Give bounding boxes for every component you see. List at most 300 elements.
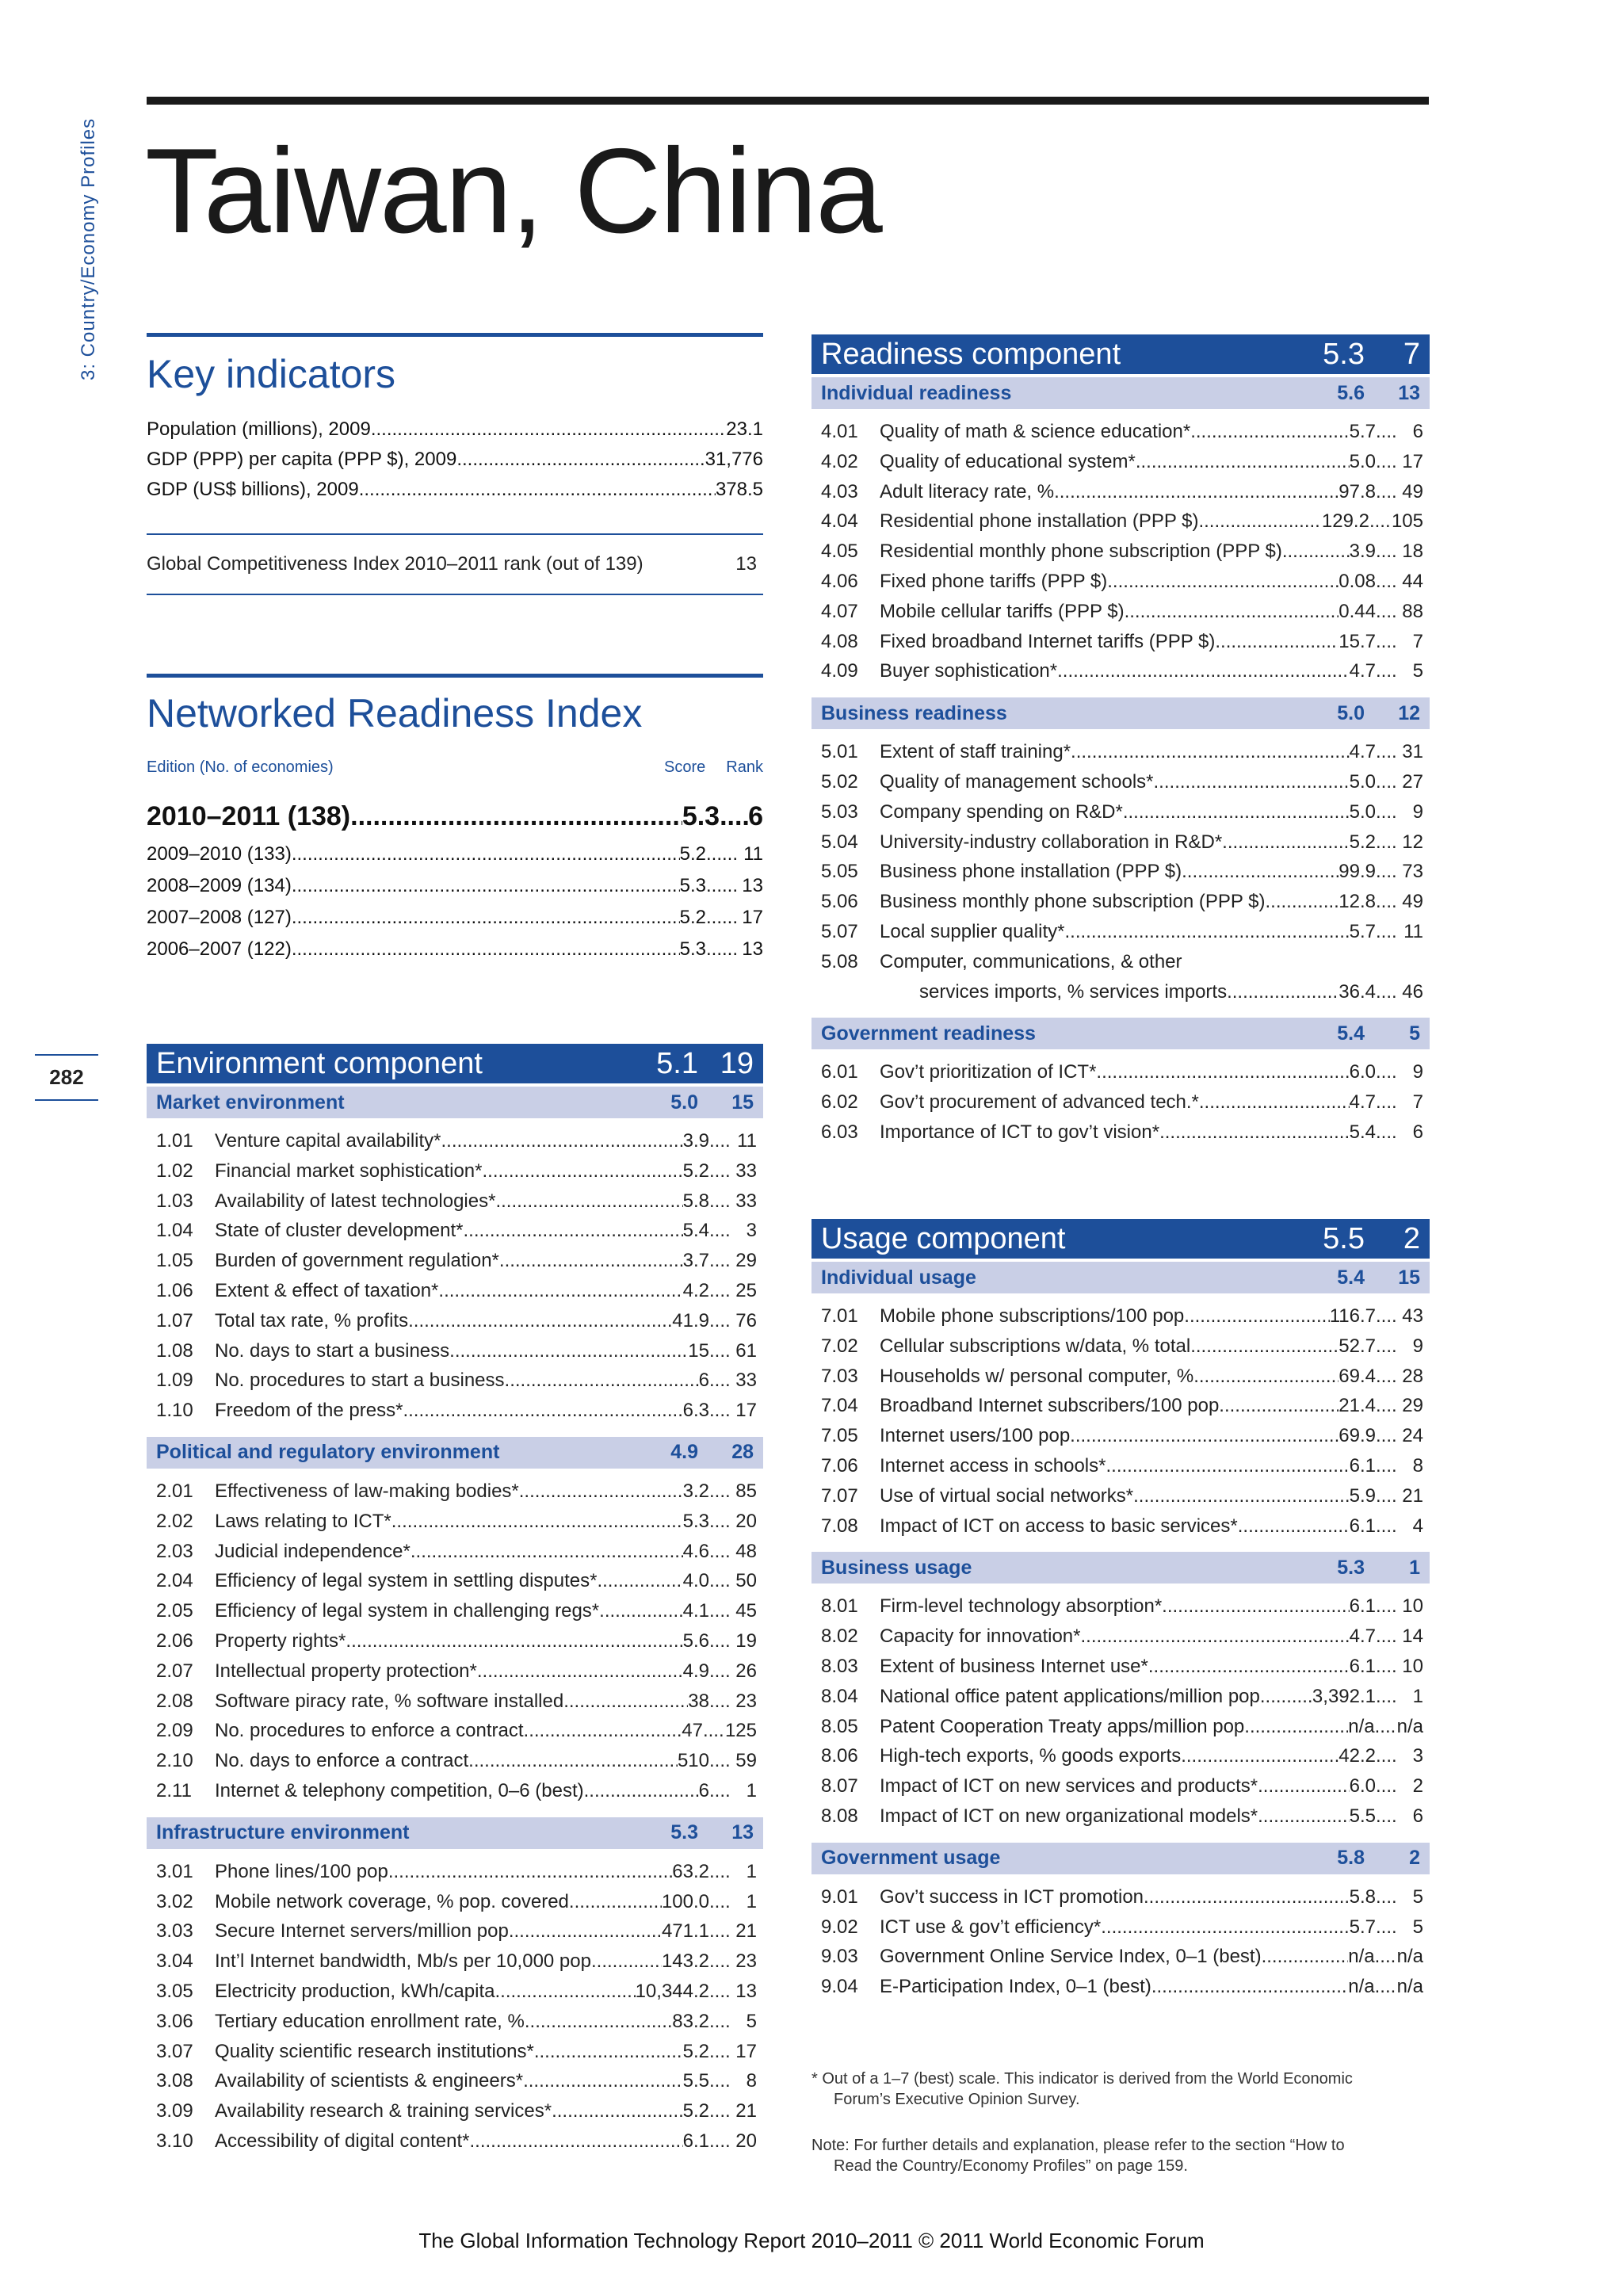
subcomponent-score: 5.4 [1337, 1266, 1365, 1289]
key-indicator-value: 31,776 [705, 449, 763, 470]
leader-dots [1376, 1391, 1398, 1421]
indicator-rank: 125 [724, 1720, 757, 1742]
indicator-rank: 76 [735, 1309, 757, 1331]
indicator-code: 1.01 [156, 1130, 193, 1152]
indicator-row [147, 1977, 763, 2007]
indicator-code: 2.05 [156, 1600, 193, 1622]
indicator-code: 1.06 [156, 1279, 193, 1301]
indicator-rank: 46 [1402, 980, 1423, 1003]
leader-dots [464, 1216, 683, 1246]
leader-dots [468, 1746, 678, 1776]
indicator-label: Software piracy rate, % software installed [215, 1690, 564, 1712]
indicator-value: 41.9 [672, 1309, 709, 1331]
leader-dots [703, 1716, 725, 1746]
subcomponent-rank: 15 [1398, 1266, 1420, 1289]
nri-row [147, 839, 763, 870]
leader-dots [709, 1396, 731, 1426]
indicator-label: Impact of ICT on new services and products* [880, 1775, 1258, 1797]
indicator-label: Financial market sophistication* [215, 1159, 483, 1182]
indicator-value: 3.2 [682, 1480, 709, 1502]
indicator-label: Buyer sophistication* [880, 660, 1058, 682]
leader-dots [1376, 477, 1398, 507]
indicator-list [147, 1849, 763, 2168]
footnote-line: Forum’s Executive Opinion Survey. [834, 2091, 1080, 2108]
leader-dots [1376, 656, 1398, 686]
indicator-code: 5.07 [821, 920, 858, 942]
indicator-value: 471.1 [661, 1920, 709, 1943]
indicator-code: 2.09 [156, 1720, 193, 1742]
indicator-rank: 6 [1412, 421, 1423, 442]
leader-dots [709, 2096, 731, 2126]
leader-dots [292, 934, 680, 965]
indicator-row [147, 1216, 763, 1246]
indicator-value: 100.0 [661, 1890, 709, 1912]
indicator-value: 47 [682, 1720, 703, 1742]
nri-section [147, 674, 763, 965]
indicator-label: Total tax rate, % profits [215, 1309, 409, 1331]
indicator-row [812, 537, 1430, 567]
indicator-row [812, 1882, 1430, 1912]
indicator-row [147, 1857, 763, 1887]
page-number: 282 [35, 1054, 98, 1101]
indicator-code: 4.08 [821, 630, 858, 652]
indicator-value: 5.5 [682, 2070, 709, 2092]
leader-dots [1064, 917, 1349, 947]
indicator-rank: 29 [735, 1250, 757, 1272]
indicator-code: 3.01 [156, 1860, 193, 1882]
indicator-label: Government Online Service Index, 0–1 (best) [880, 1946, 1262, 1968]
indicator-row [147, 2037, 763, 2067]
environment-component-header [147, 1044, 763, 1083]
indicator-row [812, 1652, 1430, 1682]
nri-score: 5.3 [682, 801, 720, 831]
subcomponent-score: 4.9 [670, 1441, 698, 1464]
indicator-row [812, 1331, 1430, 1362]
indicator-value: 21.4 [1338, 1395, 1376, 1417]
subcomponent-rank: 2 [1409, 1847, 1420, 1870]
leader-dots [569, 1887, 662, 1917]
indicator-code: 7.07 [821, 1484, 858, 1507]
indicator-row [812, 1391, 1430, 1421]
leader-dots [709, 1857, 731, 1887]
indicator-rank: 23 [735, 1950, 757, 1973]
leader-dots [1159, 1117, 1350, 1148]
indicator-row [147, 1626, 763, 1656]
nri-edition: 2006–2007 (122) [147, 938, 292, 960]
indicator-code: 4.09 [821, 660, 858, 682]
leader-dots [591, 1946, 662, 1977]
indicator-row [812, 1301, 1430, 1331]
leader-dots [709, 1156, 731, 1186]
indicator-row [812, 656, 1430, 686]
nri-row [147, 902, 763, 934]
indicator-row [812, 827, 1430, 858]
indicator-value: n/a [1348, 1946, 1375, 1968]
indicator-code: 3.07 [156, 2040, 193, 2062]
indicator-rank: 85 [735, 1480, 757, 1502]
indicator-value: 5.3 [682, 1510, 709, 1532]
gci-row [147, 533, 763, 595]
indicator-row [812, 1712, 1430, 1742]
key-indicator-label: GDP (PPP) per capita (PPP $), 2009 [147, 449, 457, 470]
leader-dots [1282, 537, 1350, 567]
indicator-row [147, 2126, 763, 2157]
indicator-value: 6.1 [1349, 1515, 1376, 1537]
indicator-label: Impact of ICT on access to basic services* [880, 1515, 1238, 1537]
indicator-rank: 61 [735, 1339, 757, 1362]
leader-dots [514, 1916, 662, 1946]
indicator-row [147, 1477, 763, 1507]
leader-dots [1376, 1117, 1398, 1148]
indicator-code: 4.05 [821, 541, 858, 563]
indicator-label: ICT use & gov’t efficiency* [880, 1916, 1102, 1938]
leader-dots [599, 1596, 682, 1626]
leader-dots [709, 1776, 731, 1806]
subcomponent-rank: 13 [1398, 381, 1420, 404]
indicator-rank: 5 [1412, 660, 1423, 682]
indicator-rank: 1 [1412, 1685, 1423, 1707]
leader-dots [1376, 1682, 1398, 1712]
indicator-value: n/a [1348, 1715, 1375, 1737]
indicator-value: 3.7 [682, 1250, 709, 1272]
indicator-code: 1.08 [156, 1339, 193, 1362]
footnote-star [812, 2069, 1430, 2110]
indicator-rank: 14 [1402, 1626, 1423, 1648]
indicator-list [812, 1293, 1430, 1552]
indicator-rank: 21 [735, 2100, 757, 2122]
leader-dots [1376, 1591, 1398, 1622]
indicator-rank: n/a [1396, 1946, 1423, 1968]
leader-dots [441, 1126, 683, 1156]
indicator-value: 6.0 [1349, 1061, 1376, 1083]
indicator-rank: 10 [1402, 1595, 1423, 1618]
leader-dots [709, 1477, 731, 1507]
indicator-rank: 8 [1412, 1454, 1423, 1477]
indicator-rank: 28 [1402, 1365, 1423, 1387]
leader-dots [1376, 1481, 1398, 1511]
indicator-list [147, 1469, 763, 1817]
indicator-rank: 33 [735, 1159, 757, 1182]
indicator-rank: 9 [1412, 1061, 1423, 1083]
nri-score: 5.2 [679, 843, 706, 865]
environment-component [147, 1044, 763, 2168]
subcomponent-header [812, 1018, 1430, 1049]
subcomponent-name: Infrastructure environment [156, 1821, 410, 1844]
indicator-label: Cellular subscriptions w/data, % total [880, 1335, 1191, 1357]
indicator-row [812, 567, 1430, 597]
indicator-label: Judicial independence* [215, 1540, 411, 1562]
leader-dots [1376, 1882, 1398, 1912]
indicator-row [147, 1716, 763, 1746]
indicator-rank: 49 [1402, 480, 1423, 502]
subcomponent-score: 5.0 [1337, 701, 1365, 724]
indicator-value: 10,344.2 [635, 1980, 709, 2002]
leader-dots [1376, 1741, 1398, 1771]
indicator-rank: 25 [735, 1279, 757, 1301]
leader-dots [709, 2007, 731, 2037]
leader-dots [709, 1916, 731, 1946]
leader-dots [1376, 827, 1398, 858]
indicator-label: Accessibility of digital content* [215, 2130, 470, 2152]
indicator-code: 5.06 [821, 891, 858, 913]
indicator-value: 116.7 [1329, 1305, 1376, 1327]
leader-dots [709, 1656, 731, 1687]
indicator-row [147, 1336, 763, 1366]
indicator-row [812, 1117, 1430, 1148]
indicator-label: No. days to enforce a contract [215, 1750, 469, 1772]
indicator-value: 6.1 [1349, 1655, 1376, 1677]
leader-dots [1376, 537, 1398, 567]
leader-dots [411, 1537, 683, 1567]
leader-dots [1250, 1712, 1348, 1742]
indicator-rank: 7 [1412, 630, 1423, 652]
leader-dots [1376, 417, 1398, 447]
leader-dots [1136, 447, 1350, 477]
leader-dots [709, 1216, 731, 1246]
nri-row [147, 794, 763, 839]
leader-dots [709, 1687, 731, 1717]
leader-dots [499, 1246, 683, 1276]
leader-dots [1106, 1451, 1349, 1481]
indicator-rank: 44 [1402, 570, 1423, 592]
indicator-value: 6.1 [1349, 1454, 1376, 1477]
indicator-list [812, 1874, 1430, 2013]
indicator-rank: 1 [746, 1779, 757, 1801]
component-name: Readiness component [821, 337, 1121, 371]
nri-col-score: Score [664, 758, 706, 776]
indicator-row [147, 1776, 763, 1806]
leader-dots [706, 870, 739, 902]
indicator-label: Extent of staff training* [880, 741, 1071, 763]
leader-dots [709, 2037, 731, 2067]
indicator-value: 5.2 [682, 2100, 709, 2122]
indicator-code: 9.03 [821, 1946, 858, 1968]
indicator-code: 4.03 [821, 480, 858, 502]
key-indicator-row [147, 415, 763, 445]
indent [821, 977, 919, 1007]
nri-edition: 2008–2009 (134) [147, 875, 292, 896]
subcomponent-rank: 1 [1409, 1556, 1420, 1579]
indicator-code: 5.03 [821, 800, 858, 823]
leader-dots [1182, 857, 1338, 887]
indicator-code: 7.03 [821, 1365, 858, 1387]
leader-dots [477, 1656, 683, 1687]
indicator-rank: 10 [1402, 1655, 1423, 1677]
readiness-component-header [812, 334, 1430, 374]
indicator-value: 4.7 [1349, 660, 1376, 682]
subcomponent-score: 5.3 [1337, 1556, 1365, 1579]
indicator-code: 1.07 [156, 1309, 193, 1331]
indicator-row [812, 917, 1430, 947]
indicator-row [812, 477, 1430, 507]
indicator-code: 6.03 [821, 1121, 858, 1143]
indicator-rank: 5 [1412, 1885, 1423, 1908]
indicator-label: Importance of ICT to gov’t vision* [880, 1121, 1160, 1143]
component-score: 5.5 [1323, 1221, 1365, 1255]
leader-dots [1376, 1331, 1398, 1362]
gci-value: 13 [735, 553, 757, 575]
leader-dots [563, 1687, 688, 1717]
indicator-rank: 17 [735, 1400, 757, 1422]
leader-dots [456, 445, 705, 475]
indicator-value: 97.8 [1338, 480, 1376, 502]
leader-dots [1215, 627, 1338, 657]
indicator-rank: 73 [1402, 861, 1423, 883]
indicator-code: 8.02 [821, 1626, 858, 1648]
indicator-value: 5.0 [1349, 450, 1376, 472]
leader-dots [483, 1156, 683, 1186]
indicator-rank: 17 [735, 2040, 757, 2062]
key-indicator-value: 23.1 [726, 418, 763, 440]
leader-dots [1101, 1912, 1349, 1943]
indicator-label: E-Participation Index, 0–1 (best) [880, 1976, 1151, 1998]
leader-dots [709, 1946, 731, 1977]
nri-edition: 2007–2008 (127) [147, 907, 292, 928]
indicator-list [812, 1584, 1430, 1842]
leader-dots [1224, 1391, 1338, 1421]
leader-dots [552, 2096, 683, 2126]
indicator-value: 63.2 [672, 1860, 709, 1882]
indicator-label: Impact of ICT on new organizational models* [880, 1805, 1258, 1827]
indicator-label: Internet users/100 pop. [880, 1425, 1075, 1447]
indicator-value: 4.0 [682, 1570, 709, 1592]
leader-dots [1376, 857, 1398, 887]
indicator-label: Property rights* [215, 1629, 346, 1652]
indicator-label: Freedom of the press* [215, 1400, 403, 1422]
subcomponent-score: 5.6 [1337, 381, 1365, 404]
indicator-row [812, 1057, 1430, 1087]
indicator-row [812, 447, 1430, 477]
indicator-label: Capacity for innovation* [880, 1626, 1081, 1648]
indicator-code: 7.04 [821, 1395, 858, 1417]
key-indicator-label: GDP (US$ billions), 2009 [147, 479, 359, 500]
indicator-value: 4.7 [1349, 1626, 1376, 1648]
indicator-row [147, 1746, 763, 1776]
subcomponent-rank: 5 [1409, 1022, 1420, 1045]
indicator-value: 143.2 [661, 1950, 709, 1973]
indicator-label: Burden of government regulation* [215, 1250, 499, 1272]
indicator-code: 5.04 [821, 831, 858, 853]
leader-dots [1376, 737, 1398, 767]
component-rank: 7 [1403, 337, 1420, 371]
indicator-value: 5.2 [682, 1159, 709, 1182]
indicator-label: Quality of management schools* [880, 770, 1154, 793]
subcomponent-name: Government readiness [821, 1022, 1036, 1045]
indicator-code: 4.07 [821, 600, 858, 622]
indicator-rank: 6 [1412, 1121, 1423, 1143]
leader-dots [1376, 1362, 1398, 1392]
leader-dots [1376, 1451, 1398, 1481]
indicator-row [812, 627, 1430, 657]
indicator-row [147, 1366, 763, 1396]
indicator-code: 7.01 [821, 1305, 858, 1327]
indicator-rank: 21 [735, 1920, 757, 1943]
leader-dots [505, 1366, 699, 1396]
leader-dots [1376, 1087, 1398, 1117]
key-indicator-value: 378.5 [715, 479, 763, 500]
usage-component-header [812, 1219, 1430, 1259]
indicator-code: 9.01 [821, 1885, 858, 1908]
indicator-code: 5.01 [821, 741, 858, 763]
indicator-code: 3.06 [156, 2010, 193, 2032]
nri-rank: 17 [742, 907, 763, 928]
indicator-row [812, 1362, 1430, 1392]
indicator-row [812, 737, 1430, 767]
indicator-label: Efficiency of legal system in challenging regs* [215, 1600, 600, 1622]
indicator-code: 6.02 [821, 1091, 858, 1114]
indicator-row [812, 767, 1430, 797]
indicator-row [812, 1087, 1430, 1117]
indicator-row [147, 1396, 763, 1426]
leader-dots [706, 839, 739, 870]
indicator-rank: 59 [735, 1750, 757, 1772]
readiness-component [812, 334, 1430, 1159]
leader-dots [1148, 1652, 1350, 1682]
component-score: 5.3 [1323, 337, 1365, 371]
leader-dots [292, 902, 680, 934]
leader-dots [1190, 417, 1349, 447]
leader-dots [1376, 567, 1398, 597]
usage-component [812, 1219, 1430, 2013]
indicator-code: 1.02 [156, 1159, 193, 1182]
leader-dots [1376, 597, 1398, 627]
leader-dots [470, 2126, 683, 2157]
indicator-label: Company spending on R&D* [880, 800, 1123, 823]
subcomponent-score: 5.0 [670, 1091, 698, 1114]
nri-heading: Networked Readiness Index [147, 691, 643, 735]
page-title: Taiwan, China [145, 124, 881, 258]
leader-dots [1162, 1591, 1349, 1622]
leader-dots [1222, 827, 1349, 858]
leader-dots [495, 1977, 635, 2007]
indicator-value: 4.7 [1349, 1091, 1376, 1114]
indicator-code: 3.08 [156, 2070, 193, 2092]
indicator-label: Mobile cellular tariffs (PPP $) [880, 600, 1125, 622]
leader-dots [408, 1306, 672, 1336]
indicator-row [147, 1916, 763, 1946]
subcomponent-score: 5.3 [670, 1821, 698, 1844]
leader-dots [1181, 1741, 1338, 1771]
indicator-code: 2.10 [156, 1750, 193, 1772]
footnote-line: * Out of a 1–7 (best) scale. This indicator is derived from the World Economic [812, 2070, 1353, 2088]
leader-dots [1258, 1801, 1349, 1832]
key-indicators-section [147, 333, 763, 595]
indicator-rank: 5 [746, 2010, 757, 2032]
component-score: 5.1 [656, 1046, 698, 1080]
indicator-row [812, 417, 1430, 447]
subcomponent-header [147, 1087, 763, 1118]
leader-dots [1154, 767, 1350, 797]
leader-dots [523, 2066, 683, 2096]
subcomponent-header [812, 1552, 1430, 1584]
indicator-row [147, 1566, 763, 1596]
indicator-list [812, 1049, 1430, 1158]
indicator-label: University-industry collaboration in R&D* [880, 831, 1223, 853]
indicator-code: 8.08 [821, 1805, 858, 1827]
indicator-code: 4.04 [821, 510, 858, 533]
key-indicators-heading: Key indicators [147, 352, 396, 396]
leader-dots [709, 1566, 731, 1596]
indicator-value: 5.5 [1349, 1805, 1376, 1827]
indicator-rank: 3 [746, 1220, 757, 1242]
footnote-line: Note: For further details and explanation, please refer to the section “How to [812, 2137, 1345, 2154]
indicator-value: 5.8 [1349, 1885, 1376, 1908]
indicator-code: 3.03 [156, 1920, 193, 1943]
indicator-row [147, 1186, 763, 1217]
indicator-rank: 33 [735, 1190, 757, 1212]
subcomponent-name: Political and regulatory environment [156, 1441, 500, 1464]
indicator-code: 8.06 [821, 1745, 858, 1767]
